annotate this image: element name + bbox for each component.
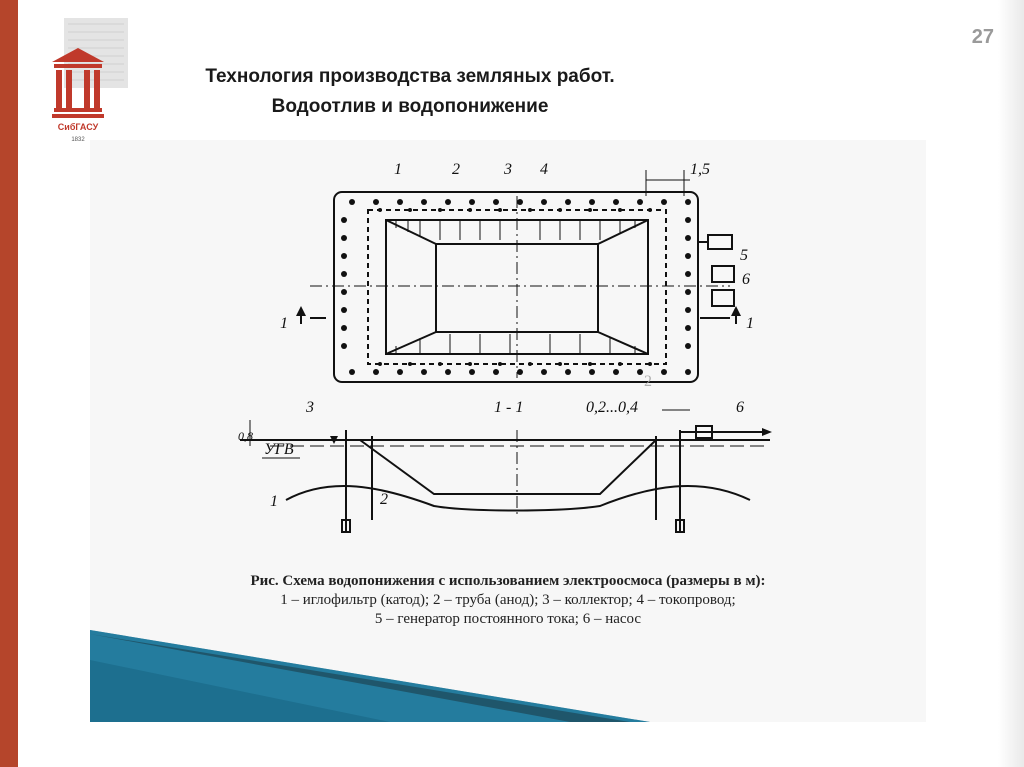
section-label-6: 6	[736, 399, 744, 416]
page-number: 27	[971, 26, 994, 48]
dewatering-diagram	[90, 140, 926, 560]
section-mark-right: 1	[746, 315, 754, 332]
university-logo	[48, 18, 128, 148]
label-4: 4	[540, 161, 548, 178]
label-2: 2	[452, 161, 460, 178]
label-1: 1	[394, 161, 402, 178]
label-3: 3	[504, 161, 512, 178]
slide-title	[170, 62, 650, 122]
figure-caption	[90, 572, 926, 629]
title-line-2: Водоотлив и водопонижение	[271, 96, 549, 117]
label-6: 6	[742, 271, 750, 288]
label-dim-1-5: 1,5	[690, 161, 710, 178]
label-dim-range: 0,2...0,4	[586, 399, 638, 416]
title-line-1: Технология производства земляных работ.	[205, 66, 615, 87]
section-title: 1 - 1	[494, 399, 524, 416]
caption-line-2: 1 – иглофильтр (катод); 2 – труба (анод); 3 – коллектор; 4 – токопровод;	[280, 592, 736, 608]
label-ugv: УГВ	[264, 441, 294, 458]
label-mark-2: 2	[644, 373, 652, 390]
logo-text: СибГАСУ	[57, 122, 99, 132]
caption-title: Рис. Схема водопонижения с использованием электроосмоса (размеры в м):	[250, 573, 766, 589]
label-5: 5	[740, 247, 748, 264]
section-label-2: 2	[380, 491, 388, 508]
section-mark-left: 1	[280, 315, 288, 332]
section-label-3: 3	[306, 399, 314, 416]
caption-line-3: 5 – генератор постоянного тока; 6 – насос	[374, 611, 642, 627]
section-label-1: 1	[270, 493, 278, 510]
logo-subtext: 1832	[71, 137, 85, 143]
decorative-wedge	[90, 630, 926, 722]
accent-bar	[0, 0, 18, 767]
page-shadow	[998, 0, 1024, 767]
label-dim-0-8: 0,8	[238, 429, 253, 443]
